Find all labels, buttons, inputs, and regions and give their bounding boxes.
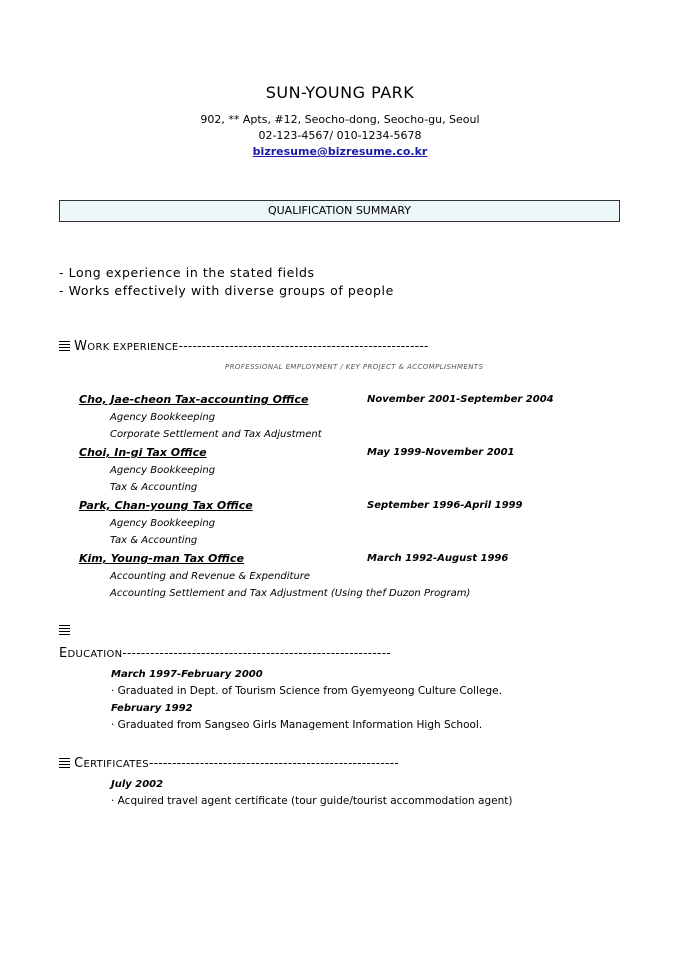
list-lines-icon: [59, 341, 70, 351]
job-duty: Accounting Settlement and Tax Adjustment (Using thef Duzon Program): [110, 588, 471, 599]
employment-period: November 2001-September 2004: [367, 394, 554, 405]
education-date: March 1997-February 2000: [111, 669, 263, 680]
employment-period: May 1999-November 2001: [367, 447, 515, 458]
certificates-heading: CERTIFICATES------------------------------------------------------: [59, 756, 399, 771]
job-duty: Corporate Settlement and Tax Adjustment: [110, 429, 322, 440]
education-description: · Graduated from Sangseo Girls Management Information High School.: [111, 719, 483, 731]
employer-name: Park, Chan-young Tax Office: [79, 499, 253, 512]
certificate-description: · Acquired travel agent certificate (tour guide/tourist accommodation agent): [111, 795, 513, 807]
job-duty: Agency Bookkeeping: [110, 465, 216, 476]
employer-name: Cho, Jae-cheon Tax-accounting Office: [79, 393, 309, 406]
employer-name: Kim, Young-man Tax Office: [79, 552, 244, 565]
job-duty: Agency Bookkeeping: [110, 518, 216, 529]
email-link[interactable]: bizresume@bizresume.co.kr: [252, 145, 428, 158]
work-experience-heading: WORK EXPERIENCE------------------------------------------------------: [59, 339, 429, 354]
phone: 02-123-4567/ 010-1234-5678: [258, 129, 422, 142]
address: 902, ** Apts, #12, Seocho-dong, Seocho-gu, Seoul: [200, 113, 480, 126]
email-line: [0, 145, 680, 158]
education-date: February 1992: [111, 703, 193, 714]
employer-name: Choi, In-gi Tax Office: [79, 446, 207, 459]
job-duty: Tax & Accounting: [110, 482, 198, 493]
qualification-item: - Works effectively with diverse groups of people: [59, 283, 394, 298]
job-duty: Agency Bookkeeping: [110, 412, 216, 423]
resume-name: SUN-YOUNG PARK: [265, 83, 415, 102]
employment-period: March 1992-August 1996: [367, 553, 509, 564]
list-lines-icon: [59, 758, 70, 768]
employment-period: September 1996-April 1999: [367, 500, 523, 511]
job-duty: Tax & Accounting: [110, 535, 198, 546]
work-experience-subtitle: PROFESSIONAL EMPLOYMENT / KEY PROJECT & ACCOMPLISHMENTS: [225, 363, 484, 371]
qualification-item: - Long experience in the stated fields: [59, 265, 315, 280]
list-lines-icon: [59, 625, 70, 635]
certificate-date: July 2002: [111, 779, 164, 790]
education-heading: EDUCATION----------------------------------------------------------: [59, 646, 391, 661]
education-description: · Graduated in Dept. of Tourism Science from Gyemyeong Culture College.: [111, 685, 502, 697]
qualification-summary-heading: QUALIFICATION SUMMARY: [59, 200, 620, 222]
job-duty: Accounting and Revenue & Expenditure: [110, 571, 311, 582]
